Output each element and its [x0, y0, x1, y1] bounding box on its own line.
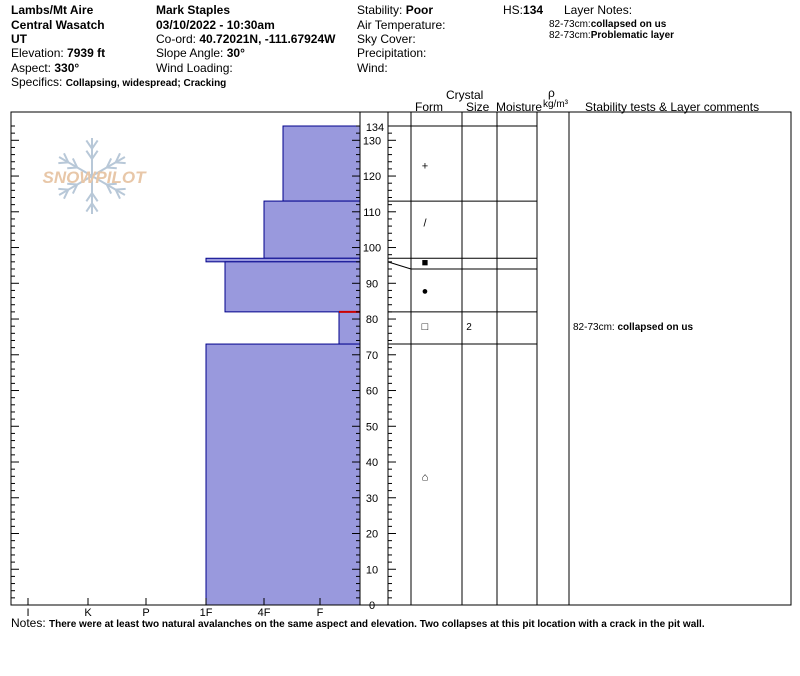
notes-label: Notes: [11, 616, 46, 630]
hardness-tick-label: I [26, 607, 30, 619]
depth-tick-label: 120 [362, 171, 382, 184]
layer-comment-range: 82-73cm: [573, 322, 615, 334]
comments-header: Stability tests & Layer comments [585, 100, 760, 114]
grain-form-symbol: ● [421, 285, 429, 298]
size-header: Size [466, 100, 490, 114]
stability-label: Stability: [357, 3, 403, 17]
depth-tick-label: 40 [365, 457, 379, 470]
hardness-layer-bar [206, 344, 360, 605]
hardness-layers [206, 126, 360, 605]
hardness-tick-label: P [142, 607, 150, 619]
depth-tick-label: 90 [365, 278, 379, 291]
specifics-label: Specifics: [11, 75, 63, 89]
grain-table [388, 112, 693, 605]
coord-value: 40.72021N, -111.67924W [199, 32, 336, 46]
aspect-label: Aspect: [11, 61, 52, 75]
state-name: UT [11, 32, 27, 46]
wind-label: Wind: [357, 61, 388, 75]
grain-form-symbol: / [423, 217, 427, 230]
observation-datetime: 03/10/2022 - 10:30am [156, 18, 275, 32]
layer-note-text: collapsed on us [590, 19, 667, 30]
stability-value: Poor [405, 3, 434, 17]
depth-tick-label: 100 [362, 242, 382, 255]
precip-label: Precipitation: [357, 46, 427, 60]
grain-form-symbol: ■ [421, 256, 429, 269]
range-name: Central Wasatch [11, 18, 105, 32]
depth-tick-label: 20 [365, 528, 379, 541]
layer-comment-text: collapsed on us [614, 322, 694, 334]
depth-tick-label: 0 [368, 600, 376, 612]
grain-form-symbol: □ [421, 321, 429, 334]
aspect-value: 330° [54, 61, 80, 75]
layer-notes-label: Layer Notes: [564, 3, 633, 17]
hardness-tick-label: 1F [199, 607, 213, 619]
notes-value: There were at least two natural avalanches on the same aspect and elevation. Two collapses at this pit location with a crack in the pit wall. [49, 619, 705, 630]
sky-cover-label: Sky Cover: [357, 32, 416, 46]
layer-comment [573, 322, 693, 333]
hs-value: 134 [523, 3, 544, 17]
depth-tick-label: 60 [365, 385, 379, 398]
air-temp-label: Air Temperature: [357, 18, 446, 32]
depth-tick-label: 50 [365, 421, 379, 434]
slope-value: 30° [226, 46, 245, 60]
depth-tick-label: 110 [363, 206, 381, 219]
layer-note-range: 82-73cm: [549, 19, 591, 30]
boundary-connector [388, 262, 411, 269]
depth-tick-label: 80 [365, 314, 379, 327]
moisture-header: Moisture [496, 100, 543, 114]
hardness-layer-bar [264, 201, 360, 258]
depth-top-label: 134 [365, 122, 385, 134]
location-name: Lambs/Mt Aire [11, 3, 94, 17]
hs-label: HS: [503, 3, 524, 17]
depth-tick-label: 130 [362, 135, 382, 148]
density-unit-header: kg/m³ [543, 99, 568, 110]
hardness-tick-label: K [84, 607, 92, 619]
depth-tick-label: 10 [365, 564, 379, 577]
grain-form-symbol: + [421, 160, 429, 173]
depth-tick-label: 30 [365, 492, 379, 505]
form-header: Form [415, 100, 443, 114]
layer-note-text: Problematic layer [590, 30, 675, 41]
hardness-layer-bar [283, 126, 360, 201]
hardness-layer-bar [225, 262, 360, 312]
grain-form-symbol: ⌂ [421, 471, 429, 484]
observer-name: Mark Staples [156, 3, 231, 17]
hardness-tick-label: 4F [257, 607, 271, 619]
rho-header: ρ [548, 86, 555, 100]
layer-note-range: 82-73cm: [549, 30, 591, 41]
crystal-header: Crystal [446, 88, 484, 102]
slope-label: Slope Angle: [156, 46, 224, 60]
grain-size-value: 2 [466, 322, 472, 334]
logo-text: SNOWPILOT [42, 168, 146, 187]
elevation-value: 7939 ft [67, 46, 106, 60]
coord-label: Co-ord: [156, 32, 197, 46]
hardness-layer-bar [339, 312, 360, 344]
elevation-label: Elevation: [11, 46, 64, 60]
depth-tick-label: 70 [365, 349, 379, 362]
hardness-layer-bar [206, 258, 360, 262]
specifics-value: Collapsing, widespread; Cracking [65, 78, 227, 89]
hardness-tick-label: F [316, 607, 324, 619]
chart-frame [11, 112, 791, 605]
notes [11, 616, 705, 631]
wind-loading-label: Wind Loading: [156, 61, 233, 75]
